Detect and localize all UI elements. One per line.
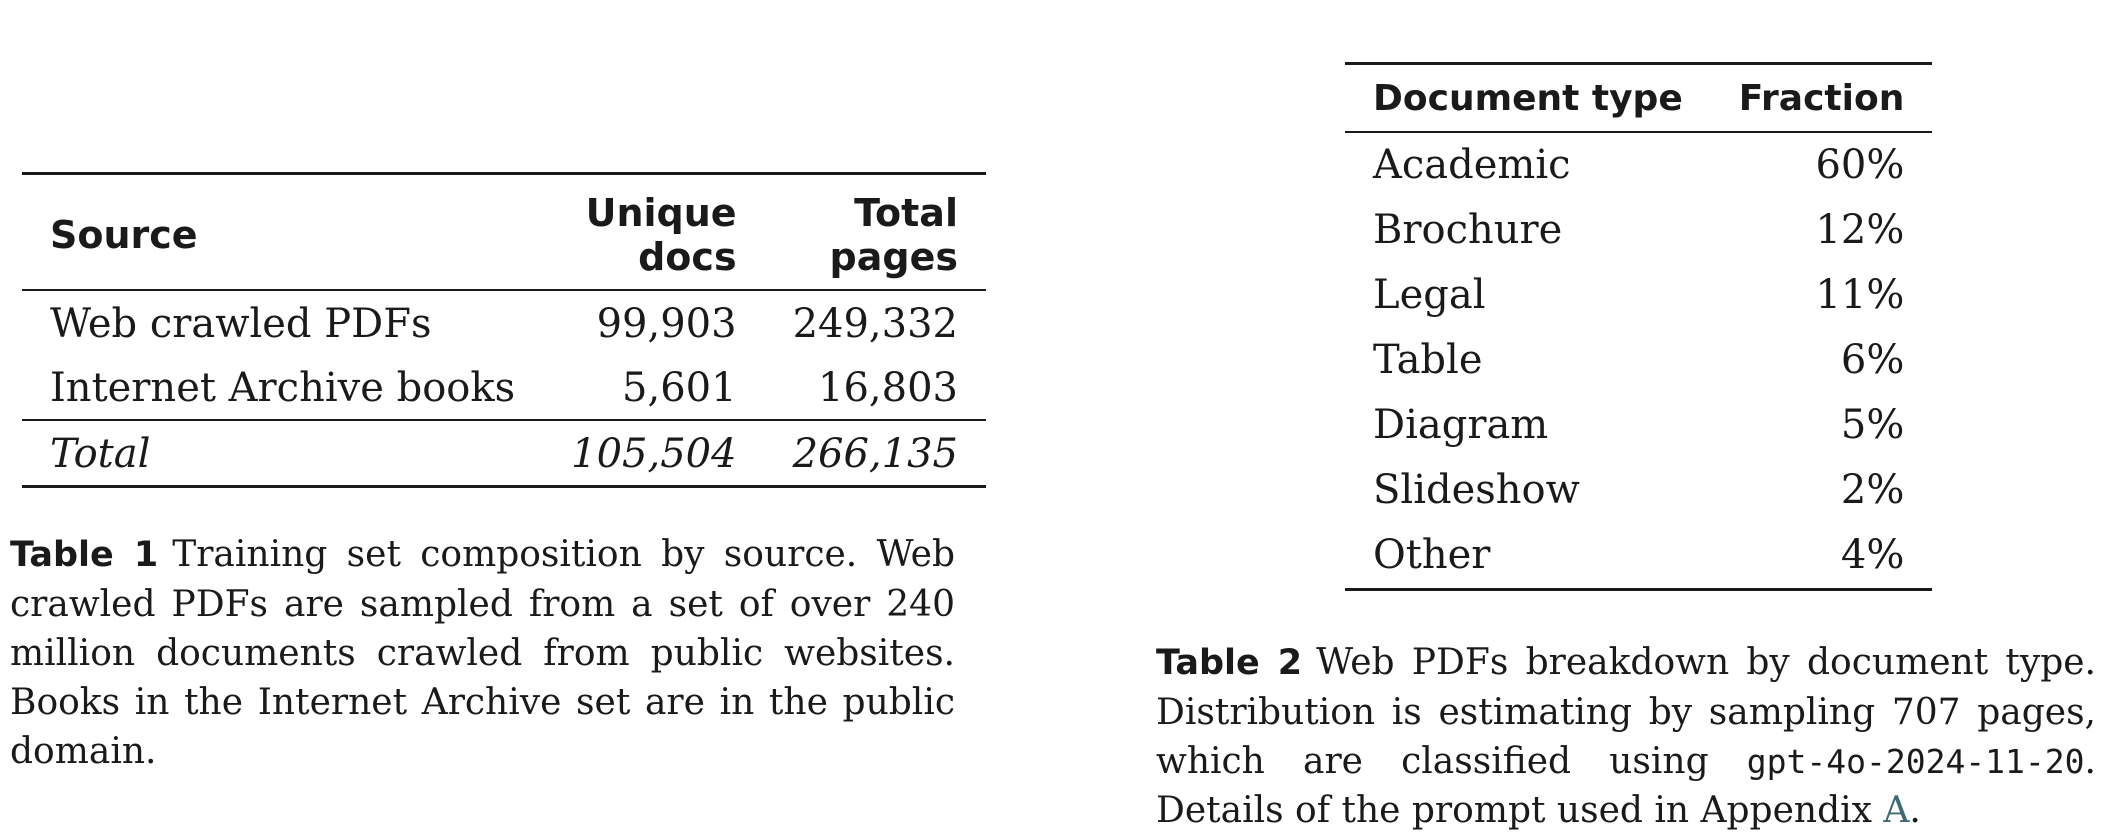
cell-fraction: 2%	[1840, 467, 1905, 513]
training-set-table	[22, 172, 986, 488]
table-2-caption	[1156, 638, 2096, 835]
cell-fraction: 6%	[1840, 337, 1905, 383]
table-2	[1345, 62, 1911, 591]
table-row	[1345, 523, 1932, 590]
header-unique-docs	[543, 174, 764, 291]
cell-document-type: Academic	[1373, 142, 1571, 188]
cell-unique-docs: 5,601	[622, 365, 737, 411]
table-row	[1345, 263, 1932, 328]
table-total-row	[22, 420, 986, 487]
header-total-pages-line2: pages	[829, 235, 958, 279]
cell-document-type: Table	[1373, 337, 1483, 383]
table-1	[22, 172, 958, 488]
header-total-pages-line1: Total	[854, 191, 958, 235]
cell-total-total-pages: 266,135	[792, 431, 958, 477]
cell-fraction: 4%	[1840, 532, 1905, 578]
cell-fraction: 11%	[1815, 272, 1905, 318]
header-unique-docs-line2: docs	[638, 235, 737, 279]
header-source	[22, 174, 543, 291]
cell-fraction: 12%	[1815, 207, 1905, 253]
cell-fraction: 60%	[1815, 142, 1905, 188]
table-1-header-row	[22, 174, 986, 291]
cell-source: Internet Archive books	[50, 365, 516, 411]
cell-total-label: Total	[50, 431, 151, 477]
appendix-link[interactable]: A	[1883, 790, 1910, 831]
table-1-caption-text: Training set composition by source. Web crawled PDFs are sampled from a set of over 240 million documents crawled from public websites. Books in the Internet Archive set are in the public domain.	[10, 534, 955, 772]
header-total-pages	[765, 174, 986, 291]
table-row	[22, 355, 986, 420]
table-row	[1345, 393, 1932, 458]
table-row	[1345, 458, 1932, 523]
cell-document-type: Diagram	[1373, 402, 1549, 448]
cell-total-pages: 16,803	[818, 365, 958, 411]
document-type-table	[1345, 62, 1932, 591]
table-2-caption-text: Web PDFs breakdown by document type. Distribution is estimating by sampling 707 pages, which are classified using	[1156, 642, 2097, 782]
cell-source: Web crawled PDFs	[50, 301, 432, 347]
table-2-caption-end: .	[1909, 790, 1921, 831]
table-2-caption-text-after: . Details of the prompt used in Appendix	[1156, 741, 2096, 831]
cell-fraction: 5%	[1840, 402, 1905, 448]
table-1-caption	[10, 530, 955, 776]
table-1-caption-label: Table 1	[10, 535, 159, 575]
model-name: gpt-4o-2024-11-20	[1746, 742, 2085, 781]
table-row	[1345, 328, 1932, 393]
cell-document-type: Legal	[1373, 272, 1486, 318]
header-fraction: Fraction	[1738, 78, 1905, 119]
cell-unique-docs: 99,903	[596, 301, 737, 347]
header-unique-docs-line1: Unique	[585, 191, 737, 235]
table-2-caption-label: Table 2	[1156, 643, 1303, 683]
cell-document-type: Brochure	[1373, 207, 1563, 253]
header-source-label: Source	[50, 213, 198, 257]
table-row	[1345, 198, 1932, 263]
header-document-type: Document type	[1373, 78, 1683, 119]
table-row	[22, 290, 986, 355]
cell-total-unique-docs: 105,504	[571, 431, 737, 477]
cell-document-type: Slideshow	[1373, 467, 1580, 513]
cell-total-pages: 249,332	[792, 301, 958, 347]
table-2-header-row	[1345, 64, 1932, 133]
table-row	[1345, 132, 1932, 198]
cell-document-type: Other	[1373, 532, 1491, 578]
